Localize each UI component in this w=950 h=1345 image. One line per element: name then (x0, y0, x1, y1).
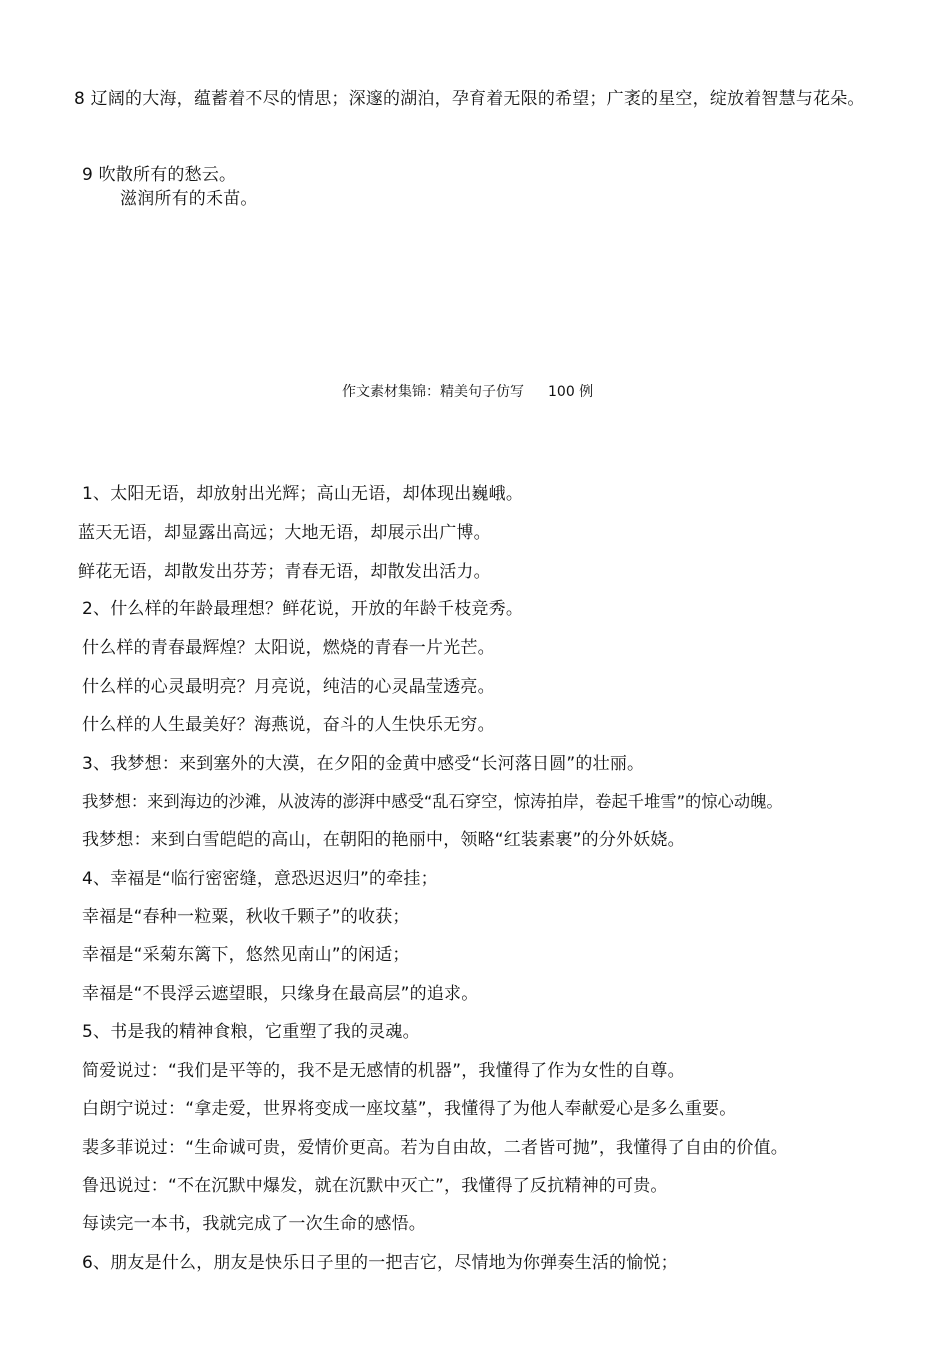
body-line-7: 什么样的人生最美好？海燕说，奋斗的人生快乐无穷。 (82, 715, 495, 735)
body-line-3: 鲜花无语，却散发出芬芳；青春无语，却散发出活力。 (78, 562, 491, 582)
body-line-13: 幸福是“采菊东篱下，悠然见南山”的闲适； (82, 945, 410, 965)
body-line-5: 什么样的青春最辉煌？太阳说，燃烧的青春一片光芒。 (82, 638, 495, 658)
body-line-19: 鲁迅说过：“不在沉默中爆发，就在沉默中灭亡”，我懂得了反抗精神的可贵。 (82, 1176, 668, 1196)
page-title-count: 100 例 (548, 384, 594, 400)
body-line-15: 5、书是我的精神食粮，它重塑了我的灵魂。 (82, 1022, 420, 1042)
page-title-main: 作文素材集锦：精美句子仿写 (342, 384, 524, 400)
body-line-14: 幸福是“不畏浮云遮望眼，只缘身在最高层”的追求。 (82, 984, 479, 1004)
body-line-1: 1、太阳无语，却放射出光辉；高山无语，却体现出巍峨。 (82, 484, 524, 504)
paragraph-8: 8 辽阔的大海，蕴蓄着不尽的情思；深邃的湖泊，孕育着无限的希望；广袤的星空，绽放着智慧与花朵。 (74, 89, 865, 109)
body-line-20: 每读完一本书，我就完成了一次生命的感悟。 (82, 1214, 426, 1234)
page-title (342, 383, 593, 401)
body-line-12: 幸福是“春种一粒粟，秋收千颗子”的收获； (82, 907, 410, 927)
body-line-16: 简爱说过：“我们是平等的，我不是无感情的机器”，我懂得了作为女性的自尊。 (82, 1061, 685, 1081)
body-line-11: 4、幸福是“临行密密缝，意恐迟迟归”的牵挂； (82, 869, 438, 889)
body-line-8: 3、我梦想：来到塞外的大漠，在夕阳的金黄中感受“长河落日圆”的壮丽。 (82, 754, 645, 774)
body-line-6: 什么样的心灵最明亮？月亮说，纯洁的心灵晶莹透亮。 (82, 677, 495, 697)
body-line-2: 蓝天无语，却显露出高远；大地无语，却展示出广博。 (78, 523, 491, 543)
body-line-21: 6、朋友是什么，朋友是快乐日子里的一把吉它，尽情地为你弹奏生活的愉悦； (82, 1253, 678, 1273)
body-line-17: 白朗宁说过：“拿走爱，世界将变成一座坟墓”，我懂得了为他人奉献爱心是多么重要。 (82, 1099, 737, 1119)
body-line-10: 我梦想：来到白雪皑皑的高山，在朝阳的艳丽中，领略“红装素裹”的分外妖娆。 (82, 830, 685, 850)
body-line-9: 我梦想：来到海边的沙滩，从波涛的澎湃中感受“乱石穿空，惊涛拍岸，卷起千堆雪”的惊心动魄。 (82, 792, 783, 811)
body-line-18: 裴多菲说过：“生命诚可贵，爱情价更高。若为自由故，二者皆可抛”，我懂得了自由的价值。 (82, 1138, 789, 1158)
body-line-4: 2、什么样的年龄最理想？鲜花说，开放的年龄千枝竞秀。 (82, 599, 524, 619)
paragraph-9-line-1: 9 吹散所有的愁云。 (82, 165, 237, 185)
paragraph-9-line-2: 滋润所有的禾苗。 (120, 189, 258, 209)
